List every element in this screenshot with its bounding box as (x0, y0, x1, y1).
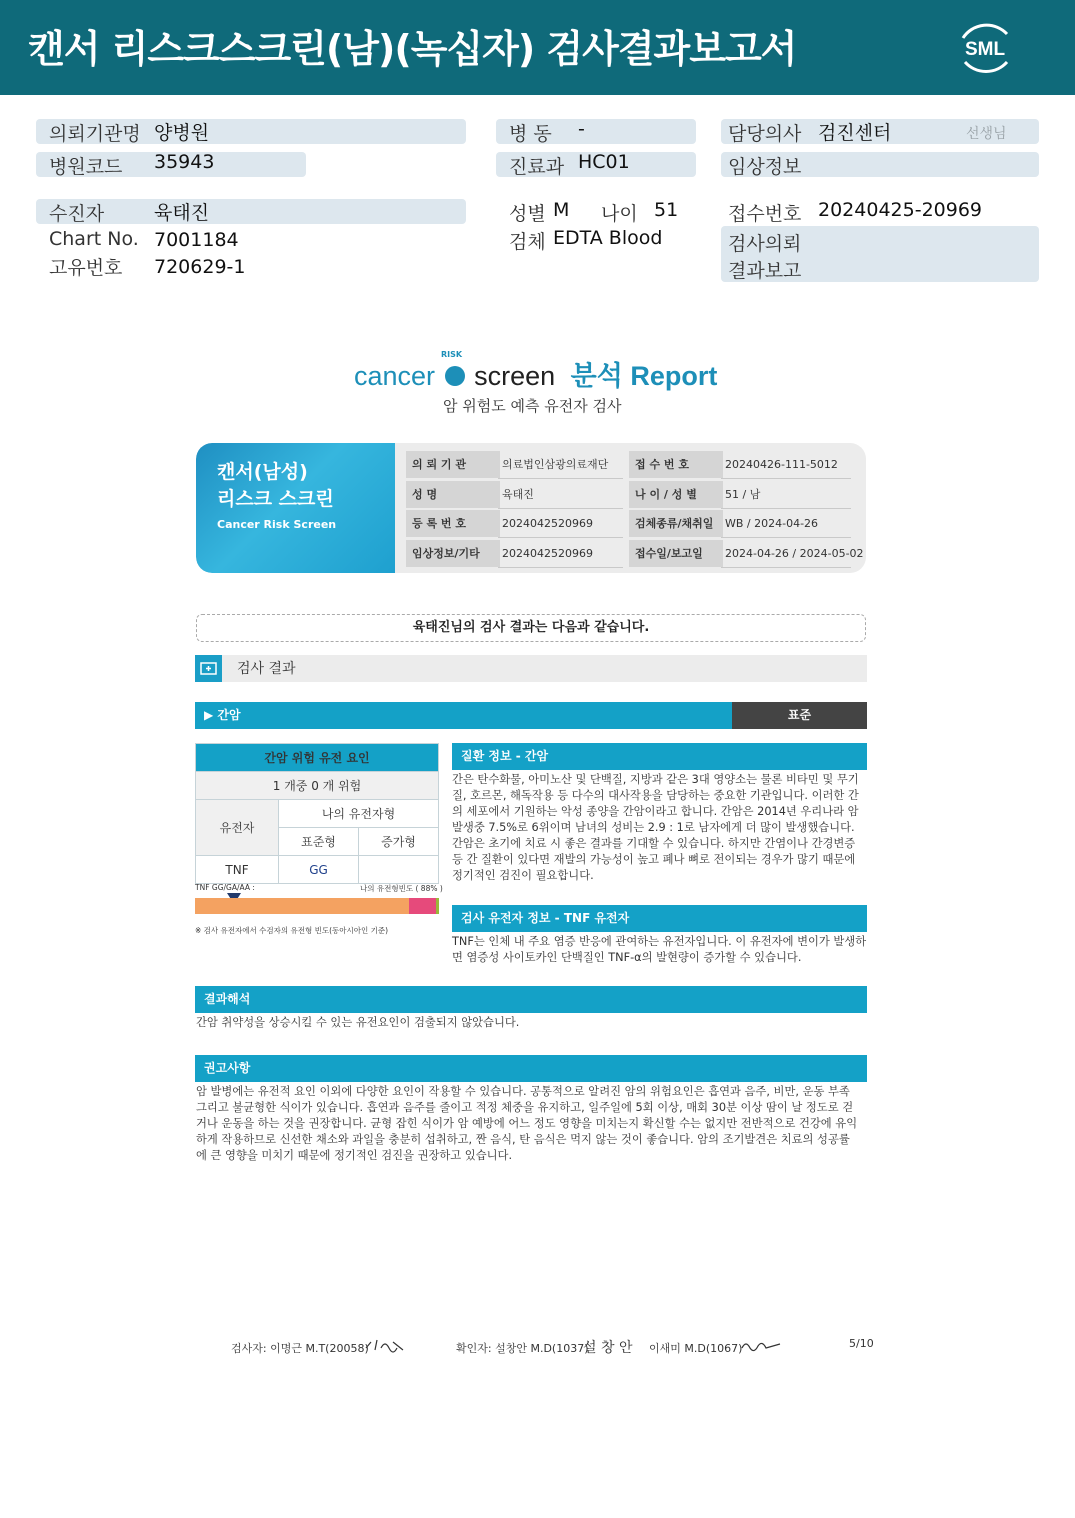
card-divider (721, 478, 851, 479)
disease-info-title: 질환 정보 - 간암 (452, 743, 867, 770)
status-badge: 표준 (732, 702, 867, 729)
report-label: 결과보고 (728, 260, 802, 282)
card-value: 2024042520969 (502, 546, 593, 560)
advice-title: 권고사항 (195, 1055, 867, 1082)
report-subtitle: 암 위험도 예측 유전자 검사 (443, 397, 622, 415)
page-number: 5/10 (849, 1337, 874, 1350)
freq-bar-risk (409, 898, 436, 914)
tester-signature (363, 1336, 408, 1356)
inc-value (359, 856, 439, 884)
hospital-label: 의뢰기관명 (49, 123, 141, 145)
card-title-1: 캔서(남성) (217, 461, 308, 483)
tester-info: 검사자: 이명근 M.T(20058) (231, 1342, 369, 1355)
sml-logo (955, 18, 1015, 76)
chart-value: 7001184 (154, 229, 239, 251)
mytype-header: 나의 유전자형 (279, 800, 439, 828)
freq-right-label: 나의 유전형빈도 ( 88% ) (360, 884, 443, 893)
doctor-value: 검진센터 (818, 122, 892, 144)
ward-value: - (578, 118, 585, 140)
confirmer-signature: 설 창 안 (583, 1340, 633, 1356)
freq-left-label: TNF GG/GA/AA : (195, 883, 255, 892)
specimen-value: EDTA Blood (553, 227, 663, 249)
gene-info-title: 검사 유전자 정보 - TNF 유전자 (452, 905, 867, 932)
clinical-label: 임상정보 (728, 156, 802, 178)
ward-label: 병 동 (509, 123, 552, 145)
svg-text:SML: SML (964, 39, 1006, 60)
result-message: 육태진님의 검사 결과는 다음과 같습니다. (196, 614, 866, 642)
card-divider (498, 508, 623, 509)
card-value: WB / 2024-04-26 (725, 517, 819, 530)
risk-logo-icon (445, 366, 465, 386)
cancer-type-bar: ▶ 간암 (195, 702, 732, 729)
card-label: 접수일/보고일 (629, 540, 723, 567)
cancer-screen-logo: cancer screen 분석 Report (354, 361, 718, 391)
card-value: 육태진 (502, 487, 534, 501)
card-label: 접 수 번 호 (629, 451, 723, 478)
gene-table-title: 간암 위험 유전 요인 (196, 744, 439, 772)
card-divider (498, 537, 623, 538)
uid-value: 720629-1 (154, 256, 246, 278)
specimen-label: 검체 (509, 231, 546, 253)
card-value: 51 / 남 (725, 487, 761, 501)
doctor-suffix: 선생님 (966, 126, 1007, 142)
risk-tag: RISK (441, 350, 463, 359)
patient-value: 육태진 (154, 202, 210, 224)
chart-label: Chart No. (49, 228, 139, 250)
gene-name: TNF (196, 856, 279, 884)
gene-header: 유전자 (196, 800, 279, 856)
card-value: 2024042520969 (502, 517, 593, 530)
card-title-en: Cancer Risk Screen (217, 518, 337, 531)
receipt-label: 접수번호 (728, 203, 802, 225)
gene-risk-table (195, 743, 439, 884)
gene-info-text: TNF는 인체 내 주요 염증 반응에 관여하는 유전자입니다. 이 유전자에 변이가 발생하면 염증성 사이토카인 단백질인 TNF-α의 발현량이 증가할 수 있습니다. (452, 935, 867, 964)
card-value: 의료법인삼광의료재단 (502, 458, 609, 471)
sex-value: M (553, 199, 570, 221)
card-label: 검체종류/채취일 (629, 510, 723, 537)
confirmer-info: 확인자: 설창안 M.D(1037) (456, 1342, 589, 1355)
code-label: 병원코드 (49, 156, 123, 178)
card-banner (196, 443, 395, 573)
card-label: 성 명 (406, 481, 500, 508)
freq-note: ※ 검사 유전자에서 수검자의 유전형 빈도(동아시아인 기준) (195, 926, 389, 935)
card-divider (721, 508, 851, 509)
card-divider (498, 478, 623, 479)
second-signature (740, 1336, 782, 1356)
request-label: 검사의뢰 (728, 233, 802, 255)
inc-header: 증가형 (359, 828, 439, 856)
std-header: 표준형 (279, 828, 359, 856)
receipt-value: 20240425-20969 (818, 199, 983, 221)
freq-bar-end (436, 898, 439, 914)
folder-icon (195, 655, 222, 682)
gene-table-summary: 1 개중 0 개 위험 (196, 772, 439, 800)
interpretation-title: 결과해석 (195, 986, 867, 1013)
interpretation-text: 간암 취약성을 상승시킬 수 있는 유전요인이 검출되지 않았습니다. (196, 1016, 520, 1029)
code-value: 35943 (154, 151, 215, 173)
card-title-2: 리스크 스크린 (217, 488, 334, 510)
card-label: 임상정보/기타 (406, 540, 500, 567)
doctor-label: 담당의사 (728, 123, 802, 145)
uid-label: 고유번호 (49, 257, 123, 279)
age-label: 나이 (601, 203, 638, 225)
card-label: 나 이 / 성 별 (629, 481, 723, 508)
hospital-value: 양병원 (154, 122, 210, 144)
sex-label: 성별 (509, 203, 546, 225)
page-title: 캔서 리스크스크린(남)(녹십자) 검사결과보고서 (28, 27, 797, 71)
dept-value: HC01 (578, 151, 630, 173)
card-divider (721, 567, 851, 568)
card-value: 20240426-111-5012 (725, 458, 838, 471)
dept-label: 진료과 (509, 156, 565, 178)
card-label: 등 록 번 호 (406, 510, 500, 537)
disease-info-text: 간은 탄수화물, 아미노산 및 단백질, 지방과 같은 3대 영양소는 물론 비타민 및 무기질, 호르몬, 해독작용 등 다수의 대사작용을 담당하는 중요한 기관입니다. 이러한 간의 세포에서 기원하는 악성 종양을 간암이라고 합니다. 간암은 2014년 우리나라 암 발생중 7.5%로 6위이며 남녀의 성비는 2.9 : 1로 남자에게 더 많이 발생했습니다. 간암은 초기에 치료 시 좋은 결과를 기대할 수 있습니다. 하지만 간염이나 간경변증 등 간 질환이 있다면 재발의 가능성이 높고 폐나 뼈로 전이되는 경우가 많기 때문에 정기적인 검진이 필요합니다. (452, 773, 859, 882)
section-title: 검사 결과 (237, 661, 296, 677)
card-divider (721, 537, 851, 538)
patient-label: 수진자 (49, 203, 105, 225)
card-divider (498, 567, 623, 568)
advice-text: 암 발병에는 유전적 요인 이외에 다양한 요인이 작용할 수 있습니다. 공통적으로 알려진 암의 위험요인은 흡연과 음주, 비만, 운동 부족 그리고 불균형한 식이가 있습니다. 흡연과 음주를 줄이고 적정 체중을 유지하고, 일주일에 5회 이상, 매회 30분 이상 땀이 날 정도로 걷거나 운동을 하는 것을 권장합니다. 균형 잡힌 식이가 암 예방에 어느 정도 영향을 미치는지 확신할 수는 없지만 전반적으로 건강에 유익하게 작용하므로 신선한 채소와 과일을 충분히 섭취하고, 짠 음식, 탄 음식은 먹지 않는 것이 좋습니다. 암의 조기발견은 치료의 성공률에 큰 영향을 미치기 때문에 정기적인 검진을 권장하고 있습니다. (196, 1085, 858, 1162)
std-value: GG (279, 856, 359, 884)
second-confirmer-info: 이새미 M.D(1067) (649, 1342, 743, 1355)
card-value: 2024-04-26 / 2024-05-02 (725, 546, 864, 560)
freq-bar (195, 898, 439, 914)
card-label: 의 뢰 기 관 (406, 451, 500, 478)
report-card (196, 443, 866, 573)
age-value: 51 (654, 199, 679, 221)
